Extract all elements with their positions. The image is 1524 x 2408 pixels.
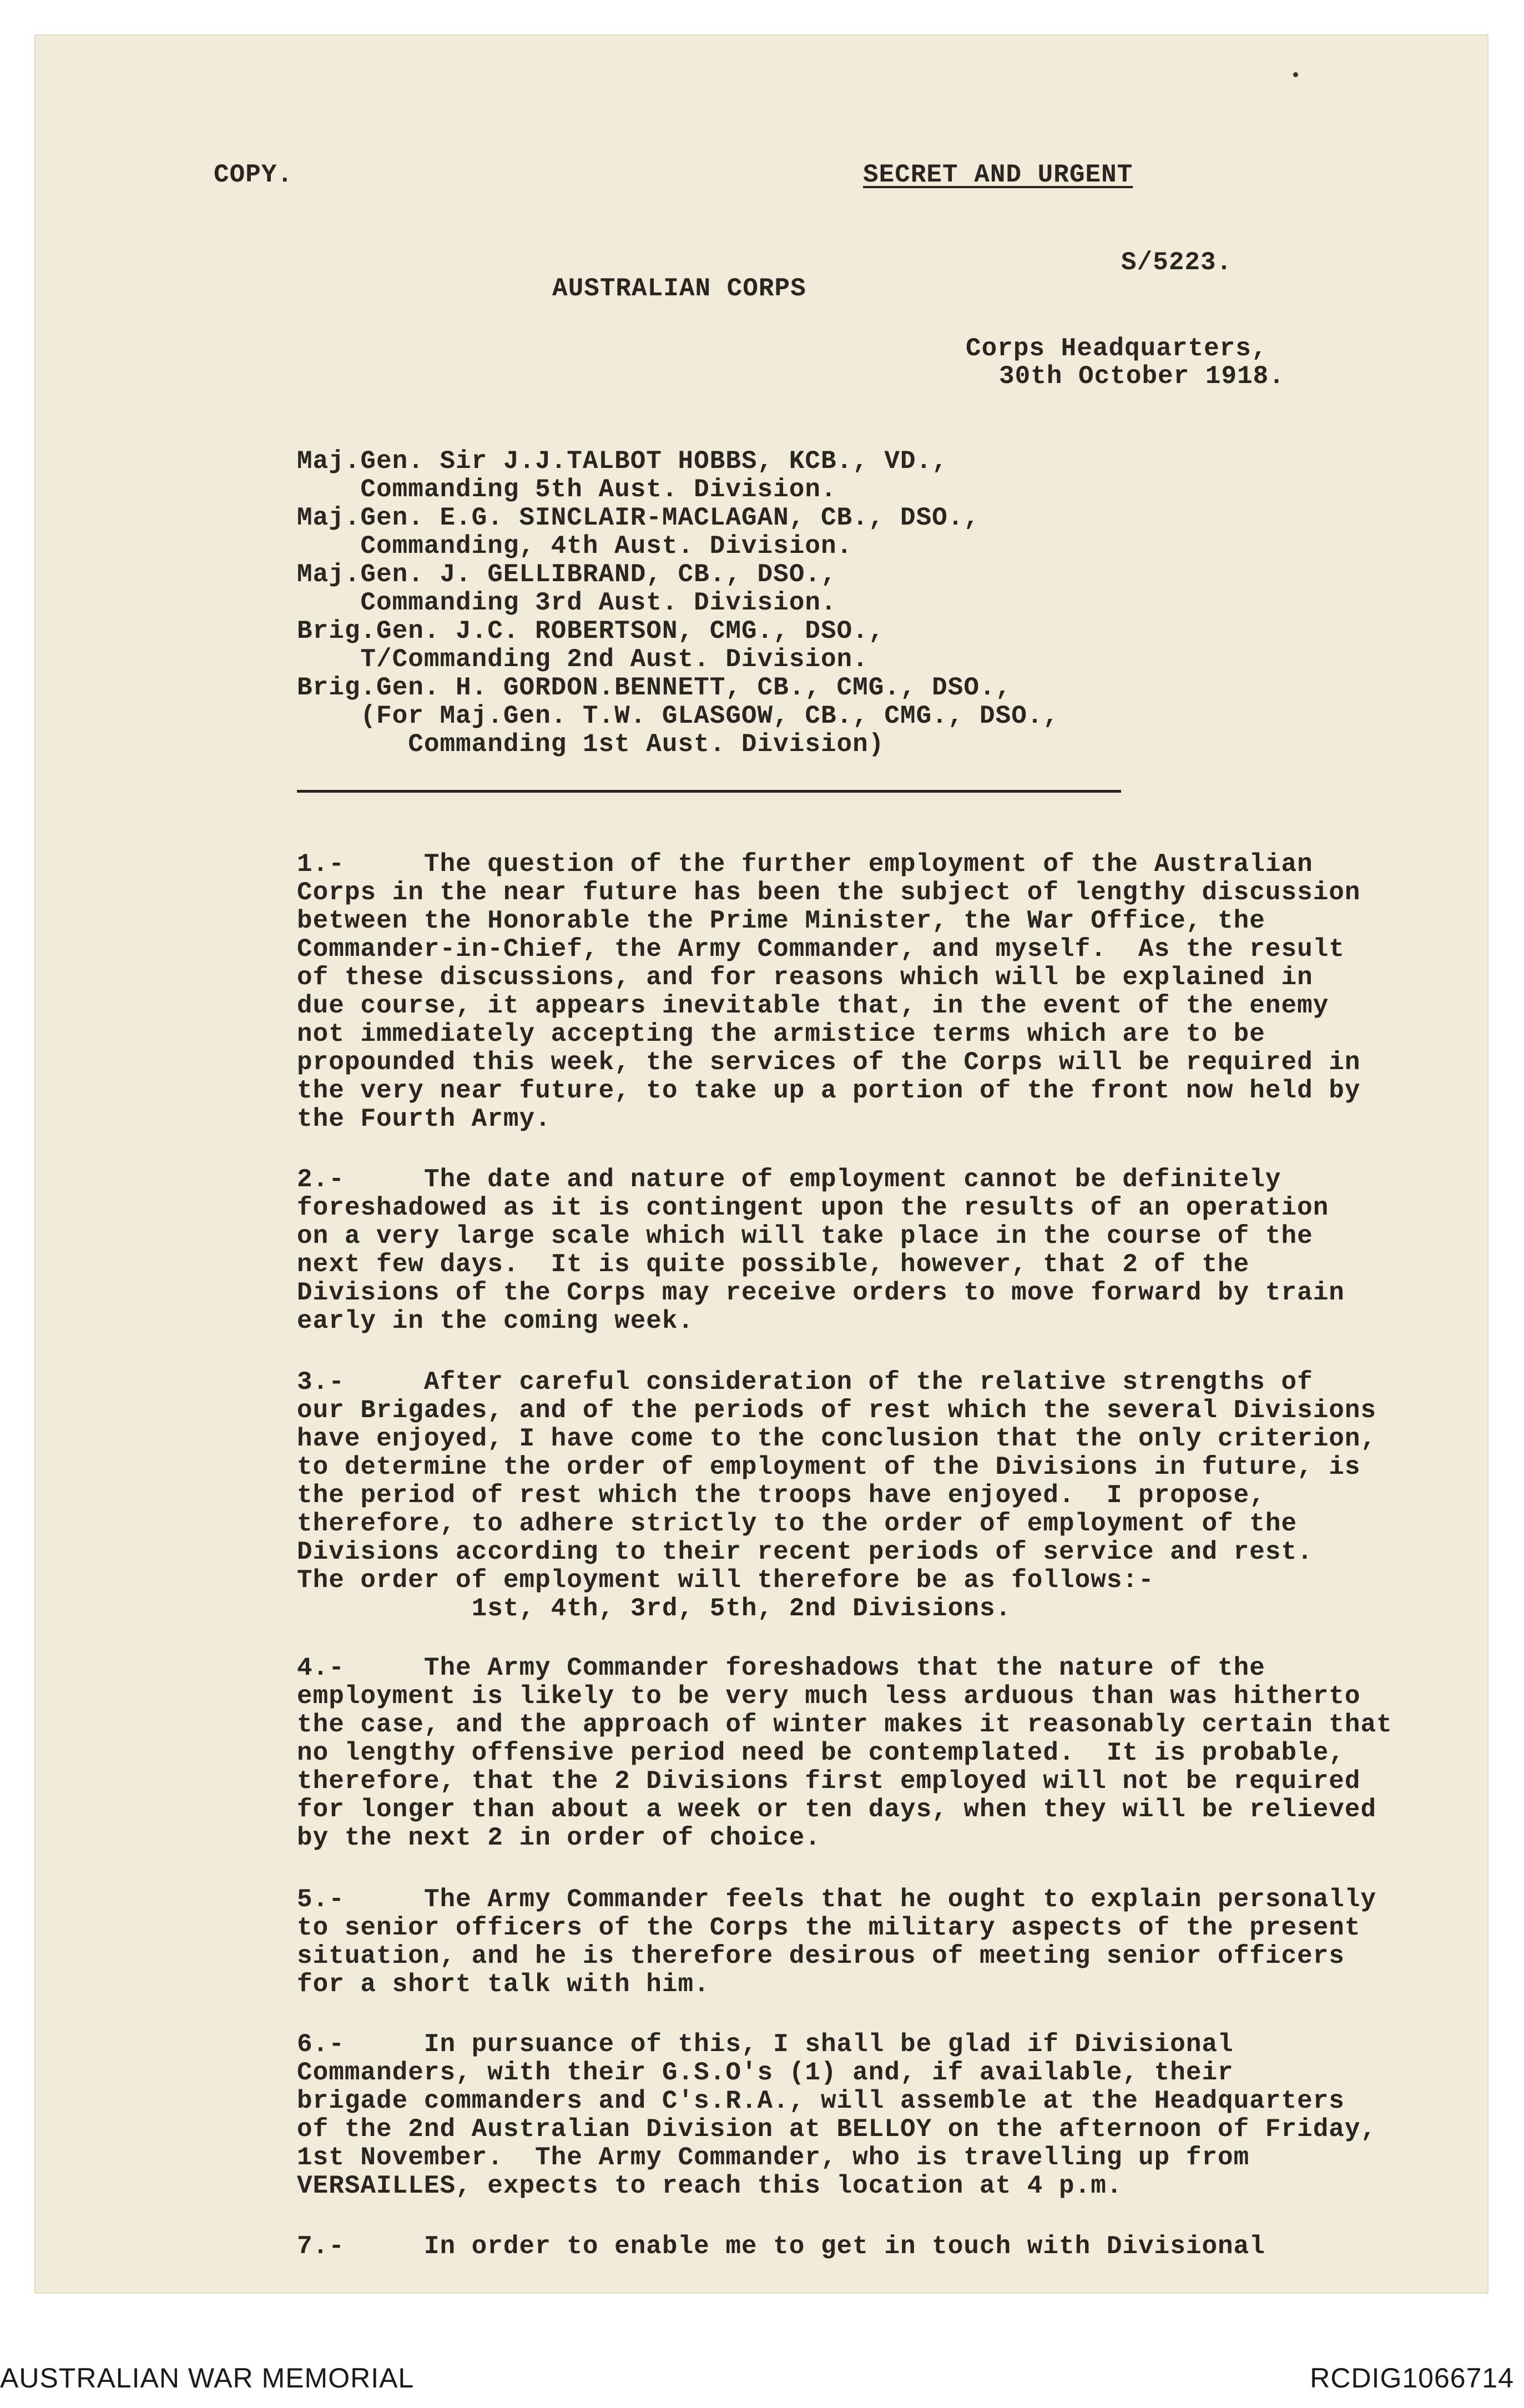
text-line: Divisions of the Corps may receive orders to move forward by train [297, 1278, 1345, 1307]
paragraph-1 [297, 850, 1490, 1134]
text-line: Commander-in-Chief, the Army Commander, and myself. As the result [297, 935, 1345, 964]
addressee-line: Commanding 1st Aust. Division) [297, 730, 885, 759]
separator-rule [297, 790, 1121, 793]
document-date: 30th October 1918. [999, 362, 1285, 391]
text-line: propounded this week, the services of the Corps will be required in [297, 1048, 1361, 1077]
text-line: due course, it appears inevitable that, in the event of the enemy [297, 991, 1329, 1020]
text-line: Commanders, with their G.S.O's (1) and, if available, their [297, 2058, 1234, 2087]
text-line: 1st November. The Army Commander, who is travelling up from [297, 2143, 1250, 2172]
text-line: early in the coming week. [297, 1307, 694, 1336]
text-line: by the next 2 in order of choice. [297, 1823, 821, 1852]
copy-mark: COPY. [214, 160, 294, 189]
organisation-heading: AUSTRALIAN CORPS [552, 274, 806, 303]
text-line: next few days. It is quite possible, however, that 2 of the [297, 1250, 1250, 1279]
text-line: foreshadowed as it is contingent upon the results of an operation [297, 1193, 1329, 1222]
text-line: the Fourth Army. [297, 1105, 551, 1134]
text-line: no lengthy offensive period need be contemplated. It is probable, [297, 1739, 1345, 1767]
text-line: have enjoyed, I have come to the conclusion that the only criterion, [297, 1424, 1377, 1453]
text-line: for a short talk with him. [297, 1970, 710, 1999]
addressee-line: Brig.Gen. H. GORDON.BENNETT, CB., CMG., DSO., [297, 673, 1012, 702]
addressee-line: Commanding 3rd Aust. Division. [297, 588, 837, 617]
addressee-line: Commanding, 4th Aust. Division. [297, 532, 853, 561]
text-line: therefore, to adhere strictly to the order of employment of the [297, 1509, 1298, 1538]
addressee-line: Brig.Gen. J.C. ROBERTSON, CMG., DSO., [297, 617, 885, 646]
text-line: the case, and the approach of winter makes it reasonably certain that [297, 1710, 1392, 1739]
text-line: 3.- After careful consideration of the relative strengths of [297, 1368, 1313, 1397]
paragraph-5 [297, 1886, 1490, 1999]
text-line: therefore, that the 2 Divisions first employed will not be required [297, 1767, 1361, 1796]
text-line: 7.- In order to enable me to get in touch with Divisional [297, 2232, 1265, 2261]
text-line: situation, and he is therefore desirous of meeting senior officers [297, 1942, 1345, 1971]
classification-heading: SECRET AND URGENT [863, 160, 1133, 189]
headquarters-location: Corps Headquarters, [966, 334, 1268, 363]
text-line: 6.- In pursuance of this, I shall be glad if Divisional [297, 2030, 1234, 2059]
text-line: VERSAILLES, expects to reach this location at 4 p.m. [297, 2172, 1123, 2200]
ink-speck [1293, 72, 1298, 77]
text-line: Corps in the near future has been the subject of lengthy discussion [297, 878, 1361, 907]
text-line: 2.- The date and nature of employment cannot be definitely [297, 1165, 1281, 1194]
addressee-line: Maj.Gen. E.G. SINCLAIR-MACLAGAN, CB., DSO., [297, 503, 980, 532]
text-line: employment is likely to be very much less arduous than was hitherto [297, 1682, 1361, 1711]
paragraph-4 [297, 1654, 1490, 1852]
text-line: brigade commanders and C's.R.A., will assemble at the Headquarters [297, 2087, 1345, 2115]
addressee-line: T/Commanding 2nd Aust. Division. [297, 645, 869, 674]
text-line: our Brigades, and of the periods of rest which the several Divisions [297, 1396, 1377, 1425]
text-line: to determine the order of employment of the Divisions in future, is [297, 1453, 1361, 1482]
text-line: 4.- The Army Commander foreshadows that the nature of the [297, 1654, 1265, 1682]
text-line: of the 2nd Australian Division at BELLOY on the afternoon of Friday, [297, 2115, 1377, 2144]
paragraph-6 [297, 2031, 1490, 2200]
text-line: not immediately accepting the armistice terms which are to be [297, 1020, 1265, 1049]
paragraph-2 [297, 1166, 1490, 1336]
addressee-line: (For Maj.Gen. T.W. GLASGOW, CB., CMG., DSO., [297, 702, 1059, 731]
employment-order-line: 1st, 4th, 3rd, 5th, 2nd Divisions. [297, 1594, 1012, 1623]
text-line: Divisions according to their recent periods of service and rest. [297, 1538, 1313, 1566]
text-line: between the Honorable the Prime Minister, the War Office, the [297, 906, 1265, 935]
text-line: The order of employment will therefore be as follows:- [297, 1566, 1154, 1595]
addressee-line: Maj.Gen. Sir J.J.TALBOT HOBBS, KCB., VD., [297, 447, 948, 476]
addressee-line: Commanding 5th Aust. Division. [297, 475, 837, 504]
text-line: of these discussions, and for reasons which will be explained in [297, 963, 1313, 992]
addressee-line: Maj.Gen. J. GELLIBRAND, CB., DSO., [297, 560, 837, 589]
text-line: for longer than about a week or ten days, when they will be relieved [297, 1795, 1377, 1824]
archive-credit: AUSTRALIAN WAR MEMORIAL [0, 2362, 415, 2394]
paragraph-3 [297, 1368, 1490, 1623]
paragraph-7 [297, 2233, 1490, 2261]
text-line: the period of rest which the troops have enjoyed. I propose, [297, 1481, 1265, 1510]
text-line: the very near future, to take up a portion of the front now held by [297, 1076, 1361, 1105]
text-line: to senior officers of the Corps the military aspects of the present [297, 1913, 1361, 1942]
text-line: 5.- The Army Commander feels that he ought to explain personally [297, 1885, 1377, 1914]
addressee-list [297, 447, 1490, 759]
text-line: 1.- The question of the further employment of the Australian [297, 850, 1313, 879]
record-id: RCDIG1066714 [1310, 2362, 1514, 2394]
text-line: on a very large scale which will take place in the course of the [297, 1222, 1313, 1251]
reference-number: S/5223. [1121, 248, 1233, 277]
